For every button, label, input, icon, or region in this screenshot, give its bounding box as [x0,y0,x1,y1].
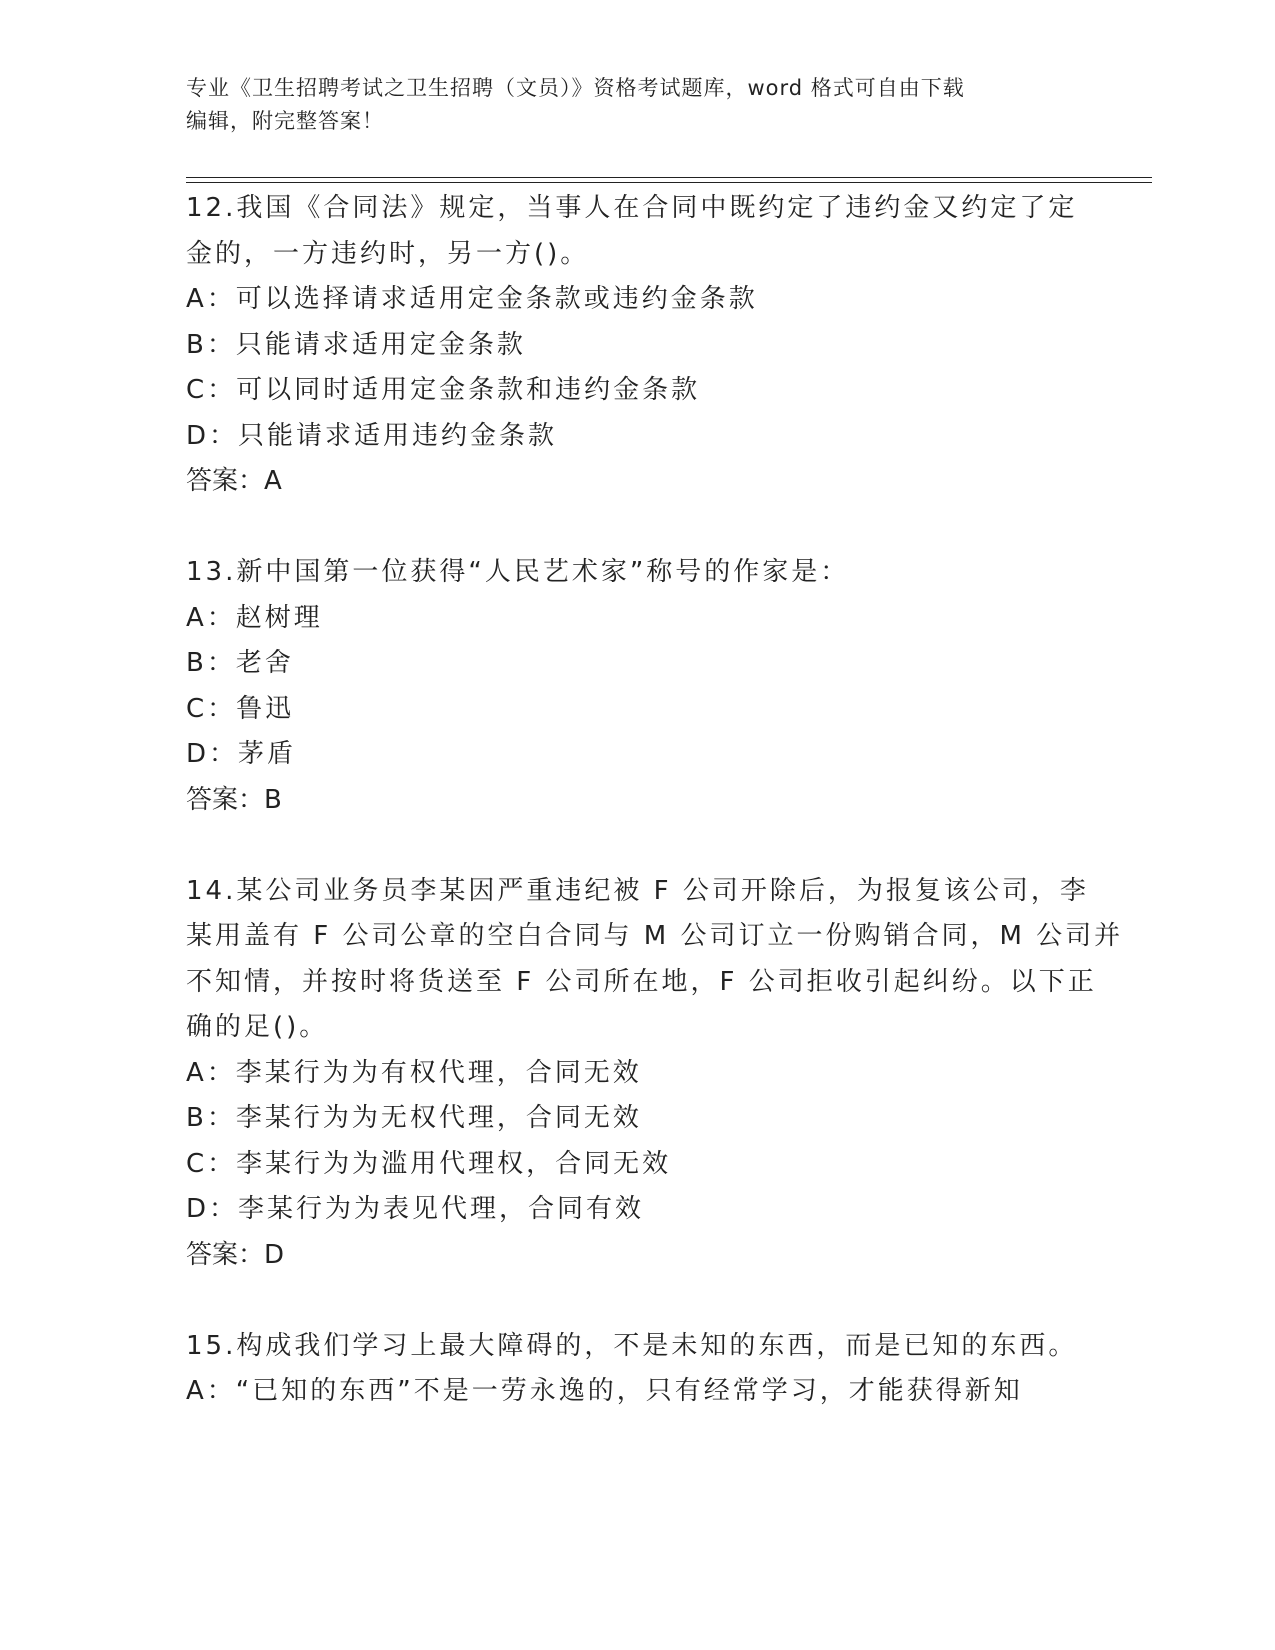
question-stem: 某用盖有 F 公司公章的空白合同与 M 公司订立一份购销合同，M 公司并 [186,921,1124,951]
question-13 [186,550,1086,823]
question-stem: 15.构成我们学习上最大障碍的，不是未知的东西，而是已知的东西。 [186,1330,1078,1361]
question-stem: 12.我国《合同法》规定，当事人在合同中既约定了违约金又约定了定 [186,193,1078,223]
header-line-1: 专业《卫生招聘考试之卫生招聘（文员）》资格考试题库，word 格式可自由下载 [186,76,965,100]
answer: 答案：B [186,784,282,815]
option-a: A：可以选择请求适用定金条款或违约金条款 [186,284,758,314]
header-divider-top [186,177,1152,178]
spacer [186,505,1086,551]
option-b: B：李某行为为无权代理，合同无效 [186,1103,642,1133]
option-c: C：李某行为为滥用代理权，合同无效 [186,1148,672,1179]
option-c: C：鲁迅 [186,693,295,724]
answer: 答案：D [186,1239,285,1270]
option-d: D：李某行为为表见代理，合同有效 [186,1194,645,1224]
question-stem: 确的足()。 [186,1012,329,1042]
question-12 [186,186,1086,505]
option-c: C：可以同时适用定金条款和违约金条款 [186,375,701,405]
spacer [186,1278,1086,1324]
answer: 答案：A [186,466,282,496]
option-b: B：老舍 [186,648,294,678]
header-line-2: 编辑，附完整答案！ [186,109,384,133]
header-divider-bottom [186,182,1152,183]
option-b: B：只能请求适用定金条款 [186,329,526,360]
option-a: A：李某行为为有权代理，合同无效 [186,1057,642,1088]
option-a: A：“已知的东西”不是一劳永逸的，只有经常学习，才能获得新知 [186,1376,1023,1406]
question-14 [186,869,1124,1279]
question-stem: 金的，一方违约时，另一方()。 [186,238,590,269]
document-header [186,72,1086,138]
question-15 [186,1324,1086,1415]
question-list [186,186,1124,1415]
spacer [186,823,1086,869]
question-stem: 13.新中国第一位获得“人民艺术家”称号的作家是： [186,557,850,587]
option-a: A：赵树理 [186,602,323,633]
option-d: D：茅盾 [186,739,297,769]
question-stem: 不知情，并按时将货送至 F 公司所在地，F 公司拒收引起纠纷。以下正 [186,966,1097,997]
option-d: D：只能请求适用违约金条款 [186,420,558,451]
question-stem: 14.某公司业务员李某因严重违纪被 F 公司开除后，为报复该公司，李 [186,875,1089,906]
